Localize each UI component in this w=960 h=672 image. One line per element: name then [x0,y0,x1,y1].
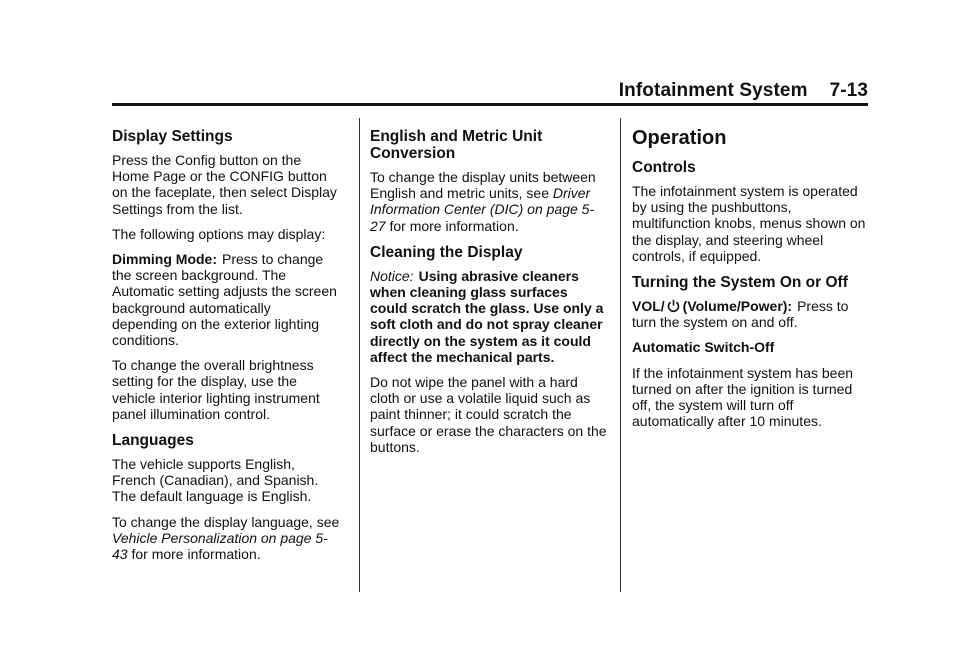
languages-change-after: for more information. [131,546,261,563]
dimming-mode-term: Dimming Mode: [112,251,217,268]
vol-power-paragraph [632,298,872,330]
vehicle-personalization-link[interactable]: Vehicle Personalization on page 5-43 [112,529,328,563]
column-3 [632,118,872,438]
column-1 [112,118,340,571]
auto-switch-off-heading: Automatic Switch-Off [632,339,775,356]
vol-power-term [632,298,792,314]
dic-link[interactable]: Driver Information Center (DIC) on page 5-27 [370,185,595,234]
power-icon [667,299,680,313]
unit-conversion-after: for more information. [389,217,519,234]
notice-label: Notice: [370,267,414,284]
notice-text: Using abrasive cleaners when cleaning glass surfaces could scratch the glass. Use only a soft cloth and do not spray cleaner directly on the system as it could affect the mechanical parts. [370,267,604,365]
auto-switch-off-paragraph: If the infotainment system has been turned on after the ignition is turned off, the system will turn off automatically after 10 minutes. [632,364,854,430]
vol-power-text: Press to turn the system on and off. [632,298,849,331]
column-2 [370,118,608,464]
dimming-mode-text: Press to change the screen background. The Automatic setting adjusts the screen background automatically depending on the exterior lighting conditions. [112,251,337,349]
unit-conversion-text: To change the display units between English and metric units, see [370,169,596,202]
header-rule [112,103,868,106]
languages-support: The vehicle supports English, French (Canadian), and Spanish. The default language is English. [112,456,319,505]
controls-heading: Controls [632,159,696,176]
languages-change-text: To change the display language, see [112,513,340,530]
cleaning-paragraph: Do not wipe the panel with a hard cloth or use a volatile liquid such as paint thinner; it could scratch the surface or erase the characters on the buttons. [370,374,607,455]
header-section-title: Infotainment System [618,80,808,101]
operation-heading: Operation [632,127,727,149]
dimming-mode-paragraph [112,251,340,348]
display-settings-intro: Press the Config button on the Home Page or the CONFIG button on the faceplate, then select Display Settings from the list. [112,152,337,217]
unit-conversion-heading: English and Metric Unit Conversion [370,128,543,162]
cleaning-display-heading: Cleaning the Display [370,243,523,261]
languages-heading: Languages [112,432,194,450]
column-divider-1 [359,118,360,592]
languages-change-paragraph [112,514,340,563]
turning-on-off-heading: Turning the System On or Off [632,274,848,292]
header-page-number: 7-13 [829,80,868,101]
running-header [619,80,868,102]
display-settings-heading: Display Settings [112,128,233,145]
cleaning-notice [370,268,608,365]
column-divider-2 [620,118,621,592]
controls-paragraph: The infotainment system is operated by using the pushbuttons, multifunction knobs, menus shown on the display, and steering wheel controls, if equipped. [632,183,866,264]
vol-term-suffix: (Volume/Power): [682,298,793,315]
display-settings-options: The following options may display: [112,225,326,242]
brightness-paragraph: To change the overall brightness setting for the display, use the vehicle interior lighting instrument panel illumination control. [112,357,320,422]
vol-term-prefix: VOL/ [632,298,665,315]
unit-conversion-paragraph [370,169,608,234]
